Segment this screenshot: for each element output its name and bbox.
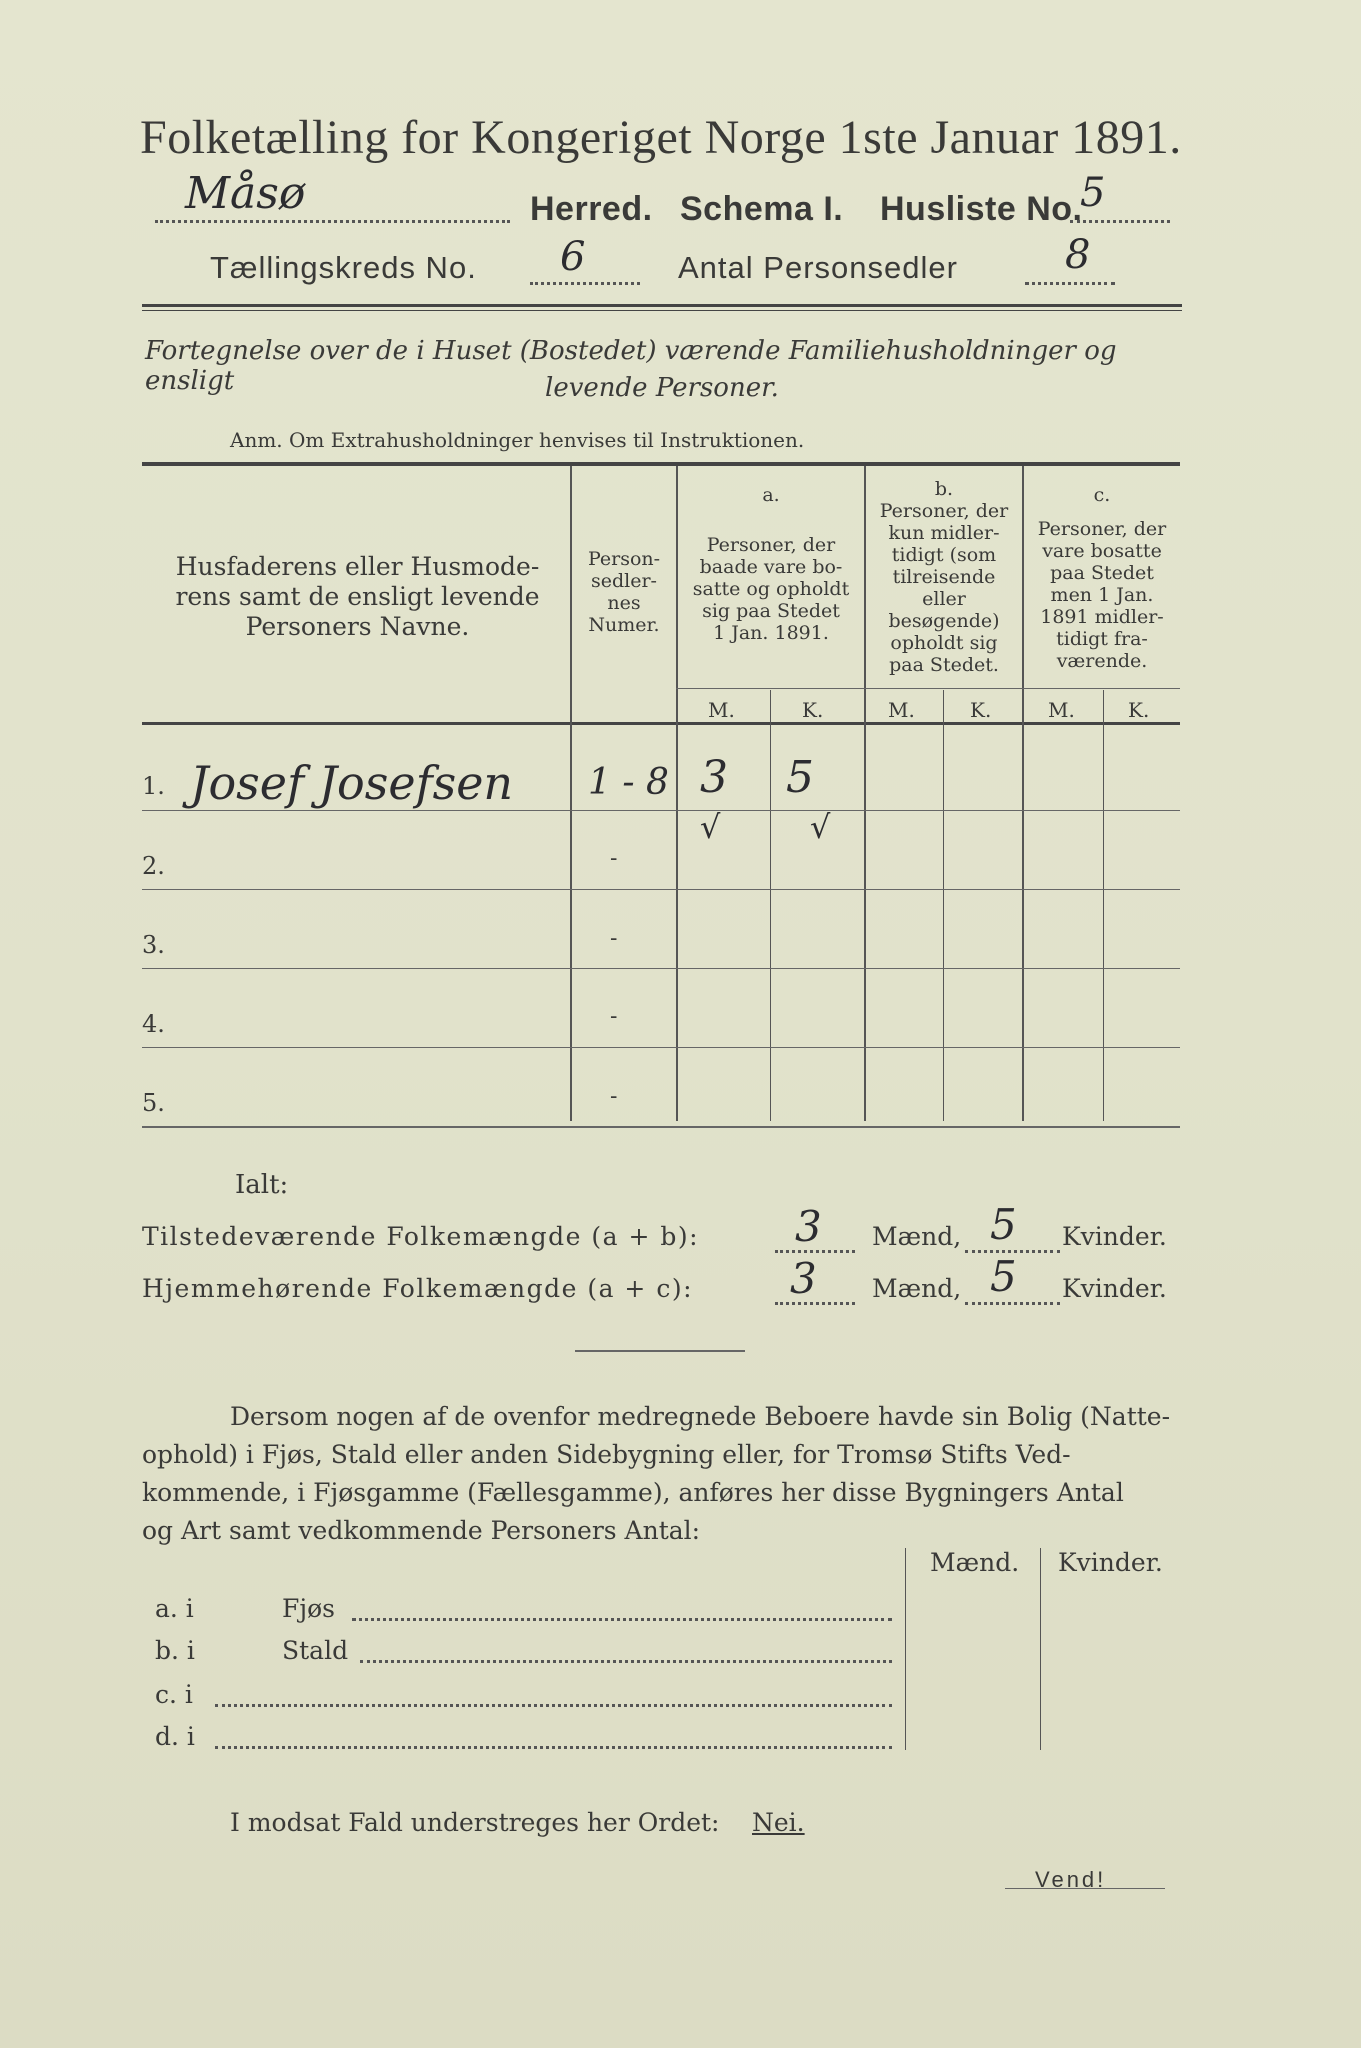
outbuildings-paragraph: Dersom nogen af de ovenfor medregnede Beboere havde sin Bolig (Natte- ophold) i Fjøs, Stald eller anden Sidebygning eller, for Tromsø Stifts Ved- kommende, i Fjøsgamme (Fællesgamme), anføres her disse Bygningers Antal og Art samt vedkommende Personers Antal: <box>142 1402 1171 1545</box>
item-a-letter: a. i <box>155 1594 194 1623</box>
kreds-label: Tællingskreds No. <box>210 250 477 285</box>
item-c-dots <box>215 1700 892 1707</box>
personsedler-label: Antal Personsedler <box>678 250 958 285</box>
nei-word: Nei. <box>752 1808 805 1837</box>
form-title: Folketælling for Kongeriget Norge 1ste Januar 1891. <box>140 111 1182 164</box>
schema-label: Schema I. <box>680 190 844 228</box>
outbuildings-divider-1 <box>905 1548 906 1750</box>
col-b-letter: b. <box>934 478 954 500</box>
item-d-letter: d. i <box>155 1722 195 1751</box>
header-rule-thin <box>142 310 1182 311</box>
row-rule-2 <box>142 889 1180 890</box>
row-4-sedler: - <box>610 1004 618 1029</box>
col-c-letter: c. <box>1093 484 1111 506</box>
husliste-label: Husliste No. <box>880 190 1083 228</box>
anm-note: Anm. Om Extrahusholdninger henvises til Instruktionen. <box>230 428 805 452</box>
personsedler-value: 8 <box>1065 232 1091 278</box>
tilstede-kvinder: Kvinder. <box>1062 1222 1167 1251</box>
header-rule <box>142 304 1182 307</box>
ialt-label: Ialt: <box>235 1170 289 1200</box>
vend-text: Vend! <box>1035 1867 1107 1892</box>
outbuildings-divider-2 <box>1040 1548 1041 1750</box>
item-c-letter: c. i <box>155 1680 193 1709</box>
hjemme-m-value: 3 <box>790 1254 817 1303</box>
col-a-letter: a. <box>762 484 780 506</box>
tilstede-m-value: 3 <box>795 1202 822 1251</box>
c-m-label: M. <box>1048 698 1075 722</box>
tilstede-k-value: 5 <box>990 1200 1017 1249</box>
b-m-label: M. <box>888 698 915 722</box>
item-b-letter: b. i <box>155 1636 195 1665</box>
row-3-number: 3. <box>142 931 165 959</box>
row-4-number: 4. <box>142 1010 165 1038</box>
item-a-dots <box>352 1614 892 1621</box>
col-name-header: Husfaderens eller Husmode- rens samt de ensligt levende Personers Navne. <box>175 552 540 641</box>
husliste-value: 5 <box>1080 170 1106 216</box>
col-divider-c-mk <box>1103 690 1104 1121</box>
hjemme-label: Hjemmehørende Folkemængde (a + c): <box>142 1274 693 1303</box>
hjemme-kvinder: Kvinder. <box>1062 1274 1167 1303</box>
outbuildings-maend-header: Mænd. <box>930 1548 1020 1577</box>
item-b-dots <box>360 1656 892 1663</box>
c-k-label: K. <box>1128 698 1150 722</box>
a-k-label: K. <box>802 698 824 722</box>
row-2-sedler: - <box>610 846 618 871</box>
row-1-a-m-check: √ <box>700 808 721 846</box>
item-b-name: Stald <box>282 1636 349 1665</box>
kreds-value: 6 <box>560 234 586 280</box>
herred-value: Måsø <box>185 168 306 219</box>
row-rule-3 <box>142 968 1180 969</box>
table-bottom-rule <box>142 1126 1180 1128</box>
row-1-a-k: 5 <box>786 752 814 803</box>
table-top-rule <box>142 462 1180 466</box>
col-divider-b-mk <box>943 690 944 1121</box>
row-rule-4 <box>142 1047 1180 1048</box>
mk-rule <box>676 688 1180 689</box>
b-k-label: K. <box>970 698 992 722</box>
row-1-number: 1. <box>142 772 165 800</box>
a-m-label: M. <box>708 698 735 722</box>
item-a-name: Fjøs <box>282 1594 335 1623</box>
hjemme-maend: Mænd, <box>872 1274 962 1303</box>
row-1-sedler: 1 - 8 <box>588 762 669 803</box>
table-header-rule <box>142 722 1180 725</box>
row-1-a-m: 3 <box>700 752 728 803</box>
modsat-text: I modsat Fald understreges her Ordet: <box>230 1808 720 1837</box>
row-5-number: 5. <box>142 1089 165 1117</box>
section-divider <box>575 1350 745 1352</box>
intro-line-2: levende Personer. <box>545 373 779 403</box>
row-rule-1 <box>142 810 1180 811</box>
col-num-header: Person- sedler- nes Numer. <box>587 548 661 636</box>
row-5-sedler: - <box>610 1084 618 1109</box>
col-divider-a-mk <box>770 690 771 1121</box>
hjemme-k-value: 5 <box>990 1252 1017 1301</box>
intro-line-1: Fortegnelse over de i Huset (Bostedet) værende Familiehusholdninger og ensligt <box>145 336 1117 396</box>
row-1-name: Josef Josefsen <box>190 756 514 810</box>
row-2-number: 2. <box>142 852 165 880</box>
outbuildings-kvinder-header: Kvinder. <box>1058 1548 1163 1577</box>
tilstede-maend: Mænd, <box>872 1222 962 1251</box>
row-1-a-k-check: √ <box>810 808 831 846</box>
herred-label: Herred. <box>530 190 653 228</box>
col-a-header: Personer, der baade vare bo- satte og opholdt sig paa Stedet 1 Jan. 1891. <box>692 534 850 644</box>
col-b-header: Personer, der kun midler- tidigt (som tilreisende eller besøgende) opholdt sig paa Stedet. <box>879 500 1009 676</box>
item-d-dots <box>215 1742 892 1749</box>
row-3-sedler: - <box>610 926 618 951</box>
tilstede-label: Tilstedeværende Folkemængde (a + b): <box>142 1222 700 1251</box>
col-c-header: Personer, der vare bosatte paa Stedet men 1 Jan. 1891 midler- tidigt fra- værende. <box>1037 518 1167 672</box>
